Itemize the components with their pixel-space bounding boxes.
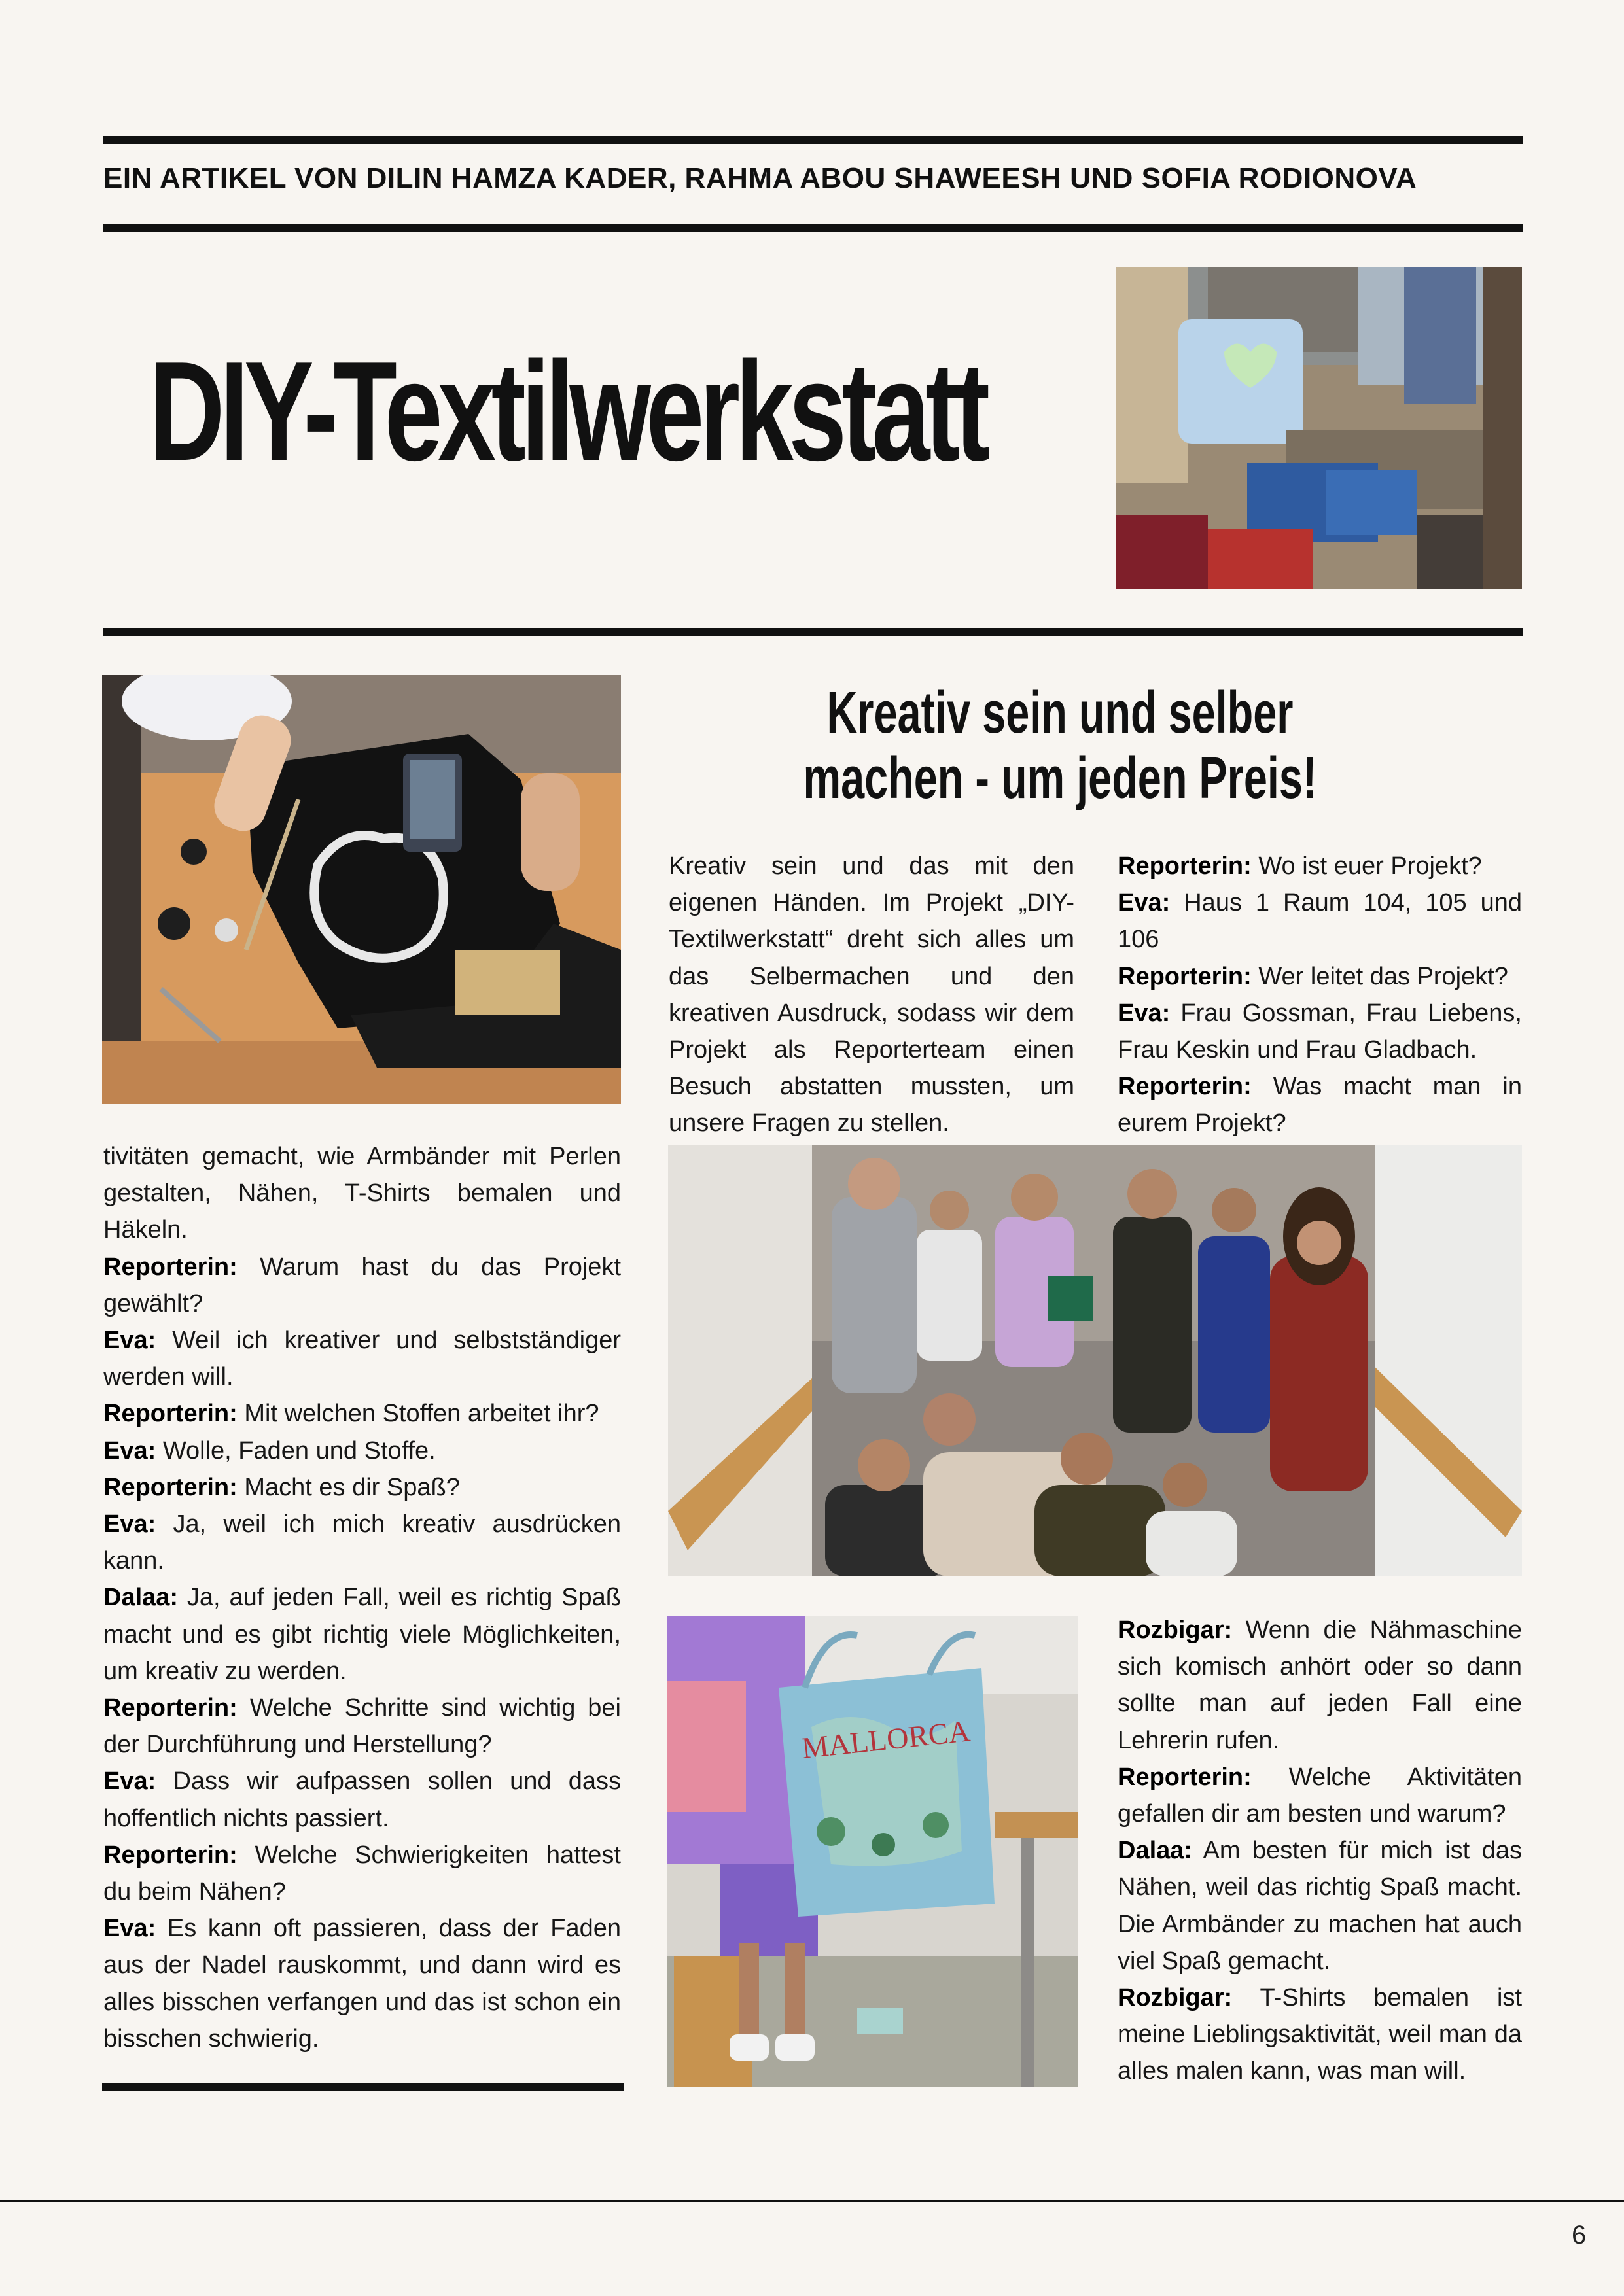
qa-line: Rozbigar: T-Shirts bemalen ist meine Lieblingsaktivität, weil man da alles malen kann, was man will.: [1118, 1984, 1522, 2085]
qa-line: Reporterin: Warum hast du das Projekt gewählt?: [103, 1253, 621, 1317]
footer-rule: [0, 2200, 1624, 2202]
byline: EIN ARTIKEL VON DILIN HAMZA KADER, RAHMA ABOU SHAWEESH UND SOFIA RODIONOVA: [103, 162, 1417, 194]
photo-group: [668, 1145, 1522, 1576]
qa-line: Reporterin: Wo ist euer Projekt?: [1118, 852, 1482, 880]
bag-lettering: MALLORCA: [800, 1714, 972, 1765]
qa-line: Reporterin: Wer leitet das Projekt?: [1118, 962, 1508, 990]
photo-mallorca-bag: [667, 1616, 1078, 2087]
qa-line: Reporterin: Welche Schwierigkeiten hattest du beim Nähen?: [103, 1841, 621, 1906]
qa-line: Reporterin: Mit welchen Stoffen arbeitet ihr?: [103, 1400, 599, 1428]
top-rule: [103, 136, 1523, 144]
qa-line: Dalaa: Am besten für mich ist das Nähen, weil das richtig Spaß macht. Die Armbänder zu machen hat auch viel Spaß gemacht.: [1118, 1837, 1522, 1975]
qa-line: Eva: Weil ich kreativer und selbstständiger werden will.: [103, 1327, 621, 1391]
qa-line: Reporterin: Macht es dir Spaß?: [103, 1473, 460, 1501]
byline-rule: [103, 224, 1523, 232]
interview-left-column: [103, 1138, 621, 2057]
page-number: 6: [1572, 2221, 1587, 2250]
qa-line: Eva: Wolle, Faden und Stoffe.: [103, 1436, 436, 1465]
qa-line: Eva: Dass wir aufpassen sollen und dass hoffentlich nichts passiert.: [103, 1767, 621, 1832]
qa-line: Reporterin: Welche Aktivitäten gefallen dir am besten und warum?: [1118, 1763, 1522, 1828]
photo-tshirt-painting: [102, 675, 621, 1104]
qa-line: Eva: Ja, weil ich mich kreativ ausdrücken kann.: [103, 1510, 621, 1575]
page-title: DIY-Textilwerkstatt: [149, 332, 985, 490]
qa-line: Rozbigar: Wenn die Nähmaschine sich komisch anhört oder so dann sollte man auf jeden Fall eine Lehrerin rufen.: [1118, 1616, 1522, 1754]
qa-line: Reporterin: Was macht man in eurem Projekt?: [1118, 1073, 1522, 1138]
interview-right-top: [1118, 848, 1522, 1179]
qa-line: Reporterin: Welche Schritte sind wichtig bei der Durchführung und Herstellung?: [103, 1694, 621, 1759]
article-subtitle: Kreativ sein und selber machen - um jeden Preis!: [803, 680, 1317, 811]
qa-line: Dalaa: Ja, auf jeden Fall, weil es richtig Spaß macht und es gibt richtig viele Möglichkeiten, um kreativ zu werden.: [103, 1584, 621, 1685]
left-column-end-rule: [102, 2083, 624, 2091]
photo-textiles: [1116, 267, 1522, 589]
intro-column: [669, 848, 1074, 1142]
intro-paragraph: Kreativ sein und das mit den eigenen Händen. Im Projekt „DIY-Textilwerkstatt“ dreht sich alles um das Selbermachen und den kreativen Ausdruck, sodass wir dem Projekt als Reporterteam einen Besuch abstatten mussten, um unsere Fragen zu stellen.: [669, 852, 1074, 1138]
qa-line: Eva: Haus 1 Raum 104, 105 und 106: [1118, 889, 1522, 954]
qa-line: Eva: Frau Gossman, Frau Liebens, Frau Keskin und Frau Gladbach.: [1118, 999, 1522, 1064]
title-rule: [103, 628, 1523, 636]
interview-right-bottom: [1118, 1612, 1522, 2090]
qa-line: Eva: Es kann oft passieren, dass der Faden aus der Nadel rauskommt, und dann wird es alles bisschen verfangen und das ist schon ein bisschen schwierig.: [103, 1915, 621, 2053]
qa-line: tivitäten gemacht, wie Armbänder mit Perlen gestalten, Nähen, T-Shirts bemalen und Häkeln.: [103, 1143, 621, 1244]
